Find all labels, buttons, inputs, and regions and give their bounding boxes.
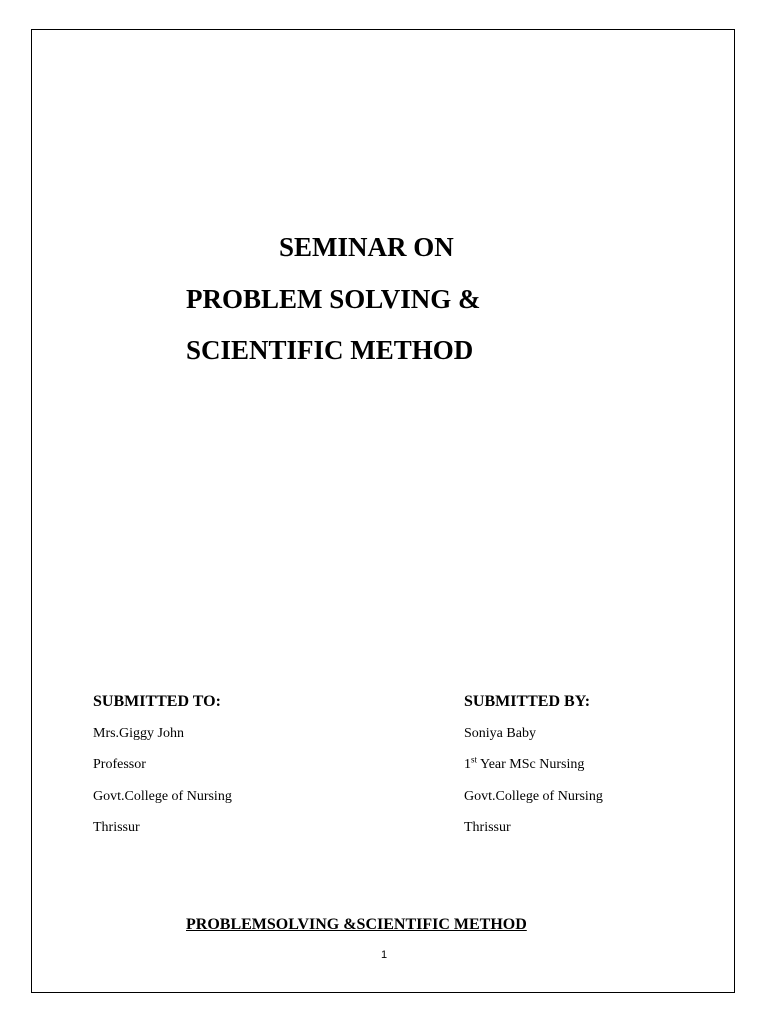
submitted-by-heading: SUBMITTED BY:	[464, 693, 591, 710]
course-name: Year MSc Nursing	[477, 757, 585, 773]
submitted-by-place: Thrissur	[464, 819, 511, 835]
submitted-to-name: Mrs.Giggy John	[93, 726, 185, 741]
year-suffix: st	[471, 754, 478, 765]
submitted-to-designation: Professor	[93, 757, 146, 773]
seminar-title-line-2: PROBLEM SOLVING &	[186, 284, 481, 314]
year-number: 1	[464, 757, 471, 773]
submitted-to-institution: Govt.College of Nursing	[93, 788, 232, 804]
submitted-to-place: Thrissur	[93, 819, 140, 835]
seminar-title-line-1: SEMINAR ON	[279, 232, 454, 262]
page-number: 1	[380, 949, 388, 961]
submitted-by-course	[464, 755, 603, 774]
seminar-title-line-3: SCIENTIFIC METHOD	[186, 335, 474, 365]
submitted-by-block	[464, 692, 603, 849]
submitted-to-block	[93, 692, 232, 849]
submitted-to-heading: SUBMITTED TO:	[93, 693, 221, 710]
running-footer-title: PROBLEMSOLVING &SCIENTIFIC METHOD	[186, 916, 527, 933]
submitted-by-name: Soniya Baby	[464, 726, 536, 741]
submitted-by-institution: Govt.College of Nursing	[464, 788, 603, 804]
